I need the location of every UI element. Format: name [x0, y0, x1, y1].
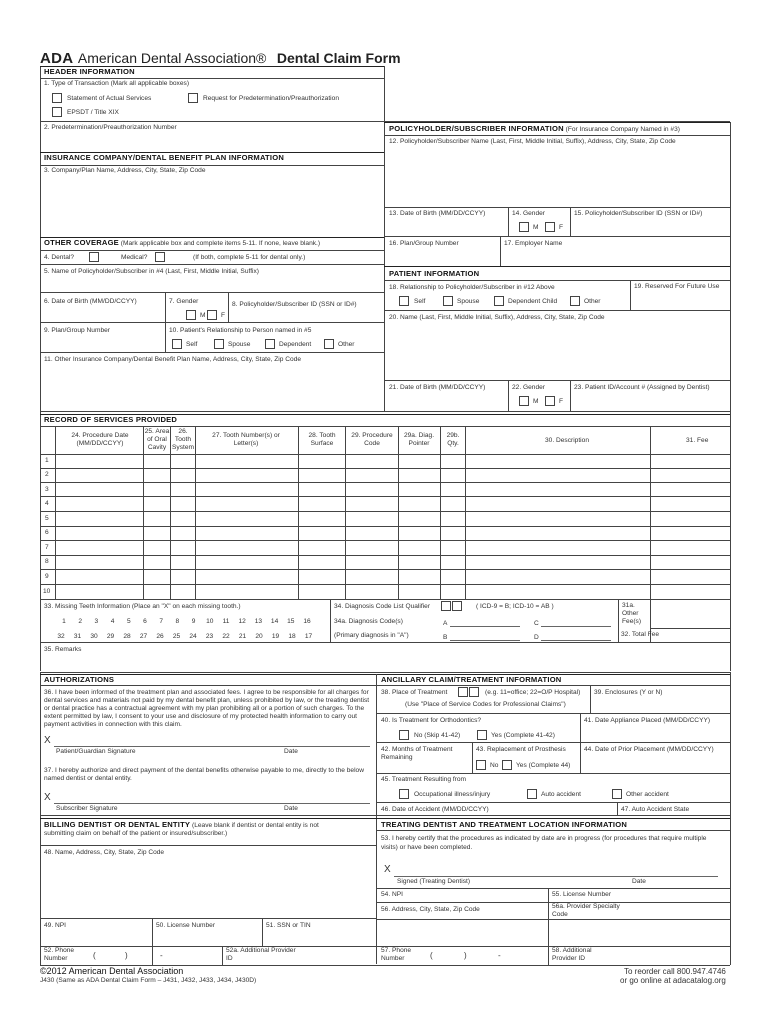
tooth-25[interactable]: 25	[172, 633, 181, 640]
plan16-label: 16. Plan/Group Number	[389, 240, 459, 247]
rel10-self-checkbox[interactable]	[172, 339, 182, 349]
gender14-f: F	[559, 224, 564, 231]
tooth-19[interactable]: 19	[271, 633, 280, 640]
medical-checkbox[interactable]	[155, 252, 165, 262]
rel18-self: Self	[414, 298, 426, 305]
ssn51-label: 51. SSN or TIN	[266, 922, 311, 929]
rel18-spouse-checkbox[interactable]	[443, 296, 453, 306]
company-label: 3. Company/Plan Name, Address, City, State, Zip Code	[44, 167, 206, 174]
rel18-other: Other	[584, 298, 601, 305]
rel18-spouse: Spouse	[457, 298, 480, 305]
name48-label: 48. Name, Address, City, State, Zip Code	[44, 849, 165, 856]
transaction-type-label: 1. Type of Transaction (Mark all applicable boxes)	[44, 80, 190, 87]
rel18-dependent-checkbox[interactable]	[494, 296, 504, 306]
icd-note: ( ICD-9 = B; ICD-10 = AB )	[476, 603, 554, 610]
spec56a-label: 56a. Provider Specialty Code	[552, 903, 620, 918]
billing-heading	[44, 821, 319, 830]
patient-date-label: Date	[284, 748, 298, 755]
patient-signature-label: Patient/Guardian Signature	[56, 748, 136, 755]
tooth-8[interactable]: 8	[175, 618, 180, 625]
dental-label: 4. Dental?	[44, 254, 75, 261]
billing-note: (Leave blank if dentist or dental entity is not	[192, 822, 319, 829]
col-diag-pointer: 29a. Diag. Pointer	[403, 432, 435, 447]
tooth-29[interactable]: 29	[106, 633, 115, 640]
tooth-3[interactable]: 3	[94, 618, 99, 625]
col-tooth-system: 26. Tooth System	[172, 428, 194, 451]
diag-b-field[interactable]	[450, 640, 520, 641]
row-number-7: 7	[45, 544, 49, 551]
auto-accident-label: Auto accident	[541, 791, 581, 798]
npi49-label: 49. NPI	[44, 922, 66, 929]
tooth-32[interactable]: 32	[57, 633, 65, 640]
enclosures39-label: 39. Enclosures (Y or N)	[594, 689, 663, 696]
tooth-23[interactable]: 23	[205, 633, 214, 640]
tooth-28[interactable]: 28	[123, 633, 131, 640]
billing-title: BILLING DENTIST OR DENTAL ENTITY	[44, 820, 191, 829]
dob21-label: 21. Date of Birth (MM/DD/CCYY)	[389, 384, 486, 391]
employer17-label: 17. Employer Name	[504, 240, 563, 247]
date41-label: 41. Date Appliance Placed (MM/DD/CCYY)	[584, 717, 711, 724]
plan9-label: 9. Plan/Group Number	[44, 327, 110, 334]
months42-label: 42. Months of Treatment Remaining	[381, 746, 453, 761]
col-qty: 29b. Qty.	[446, 432, 460, 447]
tooth-11[interactable]: 11	[222, 618, 230, 625]
phone52-label: 52. Phone Number	[44, 947, 75, 962]
other-accident-checkbox[interactable]	[612, 789, 622, 799]
tooth-31[interactable]: 31	[73, 633, 82, 640]
phone57-paren-left: (	[430, 951, 433, 960]
other-fees-label: 31a. Other Fee(s)	[622, 602, 642, 625]
tooth-6[interactable]: 6	[143, 618, 147, 625]
place-example: (e.g. 11=office; 22=O/P Hospital)	[485, 689, 581, 696]
col-description: 30. Description	[545, 437, 589, 444]
header-section-title: HEADER INFORMATION	[44, 67, 135, 76]
treating-signature-label: Signed (Treating Dentist)	[397, 878, 471, 885]
dental-checkbox[interactable]	[89, 252, 99, 262]
state47-label: 47. Auto Accident State	[621, 806, 690, 813]
billing-note-2: submitting claim on behalf of the patient or insured/subscriber.)	[44, 830, 228, 837]
place-note: (Use "Place of Service Codes for Professional Claims")	[405, 701, 566, 708]
other-coverage-heading	[44, 239, 320, 248]
dob6-label: 6. Date of Birth (MM/DD/CCYY)	[44, 298, 137, 305]
carrier11-label: 11. Other Insurance Company/Dental Benefit Plan Name, Address, City, State, Zip Code	[44, 356, 302, 363]
result45-label: 45. Treatment Resulting from	[381, 776, 467, 783]
diag-qualifier-box-1[interactable]	[441, 601, 451, 611]
repl-no-label: No	[490, 762, 499, 769]
form-number: J430 (Same as ADA Dental Claim Form – J431, J432, J433, J434, J430D)	[40, 977, 257, 984]
place-box-2[interactable]	[469, 687, 479, 697]
name20-label: 20. Name (Last, First, Middle Initial, Suffix), Address, City, State, Zip Code	[389, 314, 605, 321]
epsdt-label: EPSDT / Title XIX	[67, 109, 119, 116]
predetermination-checkbox[interactable]	[188, 93, 198, 103]
diag-c-field[interactable]	[541, 626, 611, 627]
row-number-8: 8	[45, 558, 49, 565]
place38-label: 38. Place of Treatment	[381, 689, 448, 696]
rel10-spouse: Spouse	[228, 341, 251, 348]
other-accident-label: Other accident	[626, 791, 669, 798]
repl-no-checkbox[interactable]	[476, 760, 486, 770]
phone52-paren-left: (	[93, 951, 96, 960]
copyright: ©2012 American Dental Association	[40, 966, 184, 976]
prior44-label: 44. Date of Prior Placement (MM/DD/CCYY)	[584, 746, 714, 753]
rel10-dependent: Dependent	[279, 341, 312, 348]
diag-qualifier-box-2[interactable]	[452, 601, 462, 611]
title-association: American Dental Association®	[77, 50, 267, 66]
lic55-label: 55. License Number	[552, 891, 612, 898]
gender7-m-checkbox[interactable]	[186, 310, 196, 320]
diag-a: A	[443, 620, 448, 627]
medical-label: Medical?	[121, 254, 148, 261]
row-number-9: 9	[45, 573, 49, 580]
tooth-26[interactable]: 26	[156, 633, 164, 640]
prov52a-label: 52a. Additional Provider ID	[226, 947, 296, 962]
rel18-self-checkbox[interactable]	[399, 296, 409, 306]
ortho-yes-label: Yes (Complete 41-42)	[491, 732, 555, 739]
services-section-title: RECORD OF SERVICES PROVIDED	[44, 415, 178, 424]
gender7-label: 7. Gender	[169, 298, 199, 305]
treating-signature-field[interactable]	[394, 876, 718, 877]
acc46-label: 46. Date of Accident (MM/DD/CCYY)	[381, 806, 489, 813]
dob13-label: 13. Date of Birth (MM/DD/CCYY)	[389, 210, 486, 217]
other-coverage-title: OTHER COVERAGE	[44, 238, 119, 247]
auth36-text: 36. I have been informed of the treatment plan and associated fees. I agree to be responsible for all charges for dental services and materials not paid by my dental benefit plan, unless prohibited by law, or the treating dentist or dental practice has a contractual agreement with my plan prohibiting all or a portion of such charges. To the extent permitted by law, I consent to your use and disclosure of my protected health information to carry out payment activities in connection with this claim.	[44, 689, 370, 728]
tooth-27[interactable]: 27	[139, 633, 148, 640]
reserved19-label: 19. Reserved For Future Use	[634, 283, 720, 290]
patient-section-title: PATIENT INFORMATION	[389, 269, 480, 278]
ortho40-label: 40. Is Treatment for Orthodontics?	[381, 717, 482, 724]
tooth-16[interactable]: 16	[303, 618, 311, 625]
name5-label: 5. Name of Policyholder/Subscriber in #4 (Last, First, Middle Initial, Suffix)	[44, 268, 259, 275]
predetermination-label: Request for Predetermination/Preauthorization	[203, 95, 339, 102]
addr56-label: 56. Address, City, State, Zip Code	[381, 906, 480, 913]
row-number-3: 3	[45, 486, 49, 493]
row-number-10: 10	[43, 588, 51, 595]
subscriber-date-label: Date	[284, 805, 298, 812]
reorder-online: or go online at adacatalog.org	[620, 976, 726, 985]
acct23-label: 23. Patient ID/Account # (Assigned by Dentist)	[574, 384, 710, 391]
tooth-13[interactable]: 13	[254, 618, 263, 625]
patient-sign-x: X	[44, 735, 51, 746]
rel10-spouse-checkbox[interactable]	[214, 339, 224, 349]
phone52-dash: -	[160, 951, 163, 960]
cert53-text: 53. I hereby certify that the procedures as indicated by date are in progress (for procedures that require multiple visits) or have been completed.	[381, 835, 707, 851]
subscriber-signature-field[interactable]	[54, 803, 370, 804]
ortho-no-checkbox[interactable]	[399, 730, 409, 740]
col-procedure-date: 24. Procedure Date (MM/DD/CCYY)	[71, 432, 129, 447]
repl-yes-label: Yes (Complete 44)	[516, 762, 571, 769]
treating-date-label: Date	[632, 878, 646, 885]
auth37-text: 37. I hereby authorize and direct payment of the dental benefits otherwise payable to me, directly to the below named dentist or dental entity.	[44, 767, 364, 782]
gender22-label: 22. Gender	[512, 384, 545, 391]
rel10-other-checkbox[interactable]	[324, 339, 334, 349]
other-coverage-note: (Mark applicable box and complete items 5-11. If none, leave blank.)	[120, 240, 321, 247]
gender22-f: F	[559, 398, 564, 405]
auto-accident-checkbox[interactable]	[527, 789, 537, 799]
occupational-label: Occupational illness/injury	[414, 791, 491, 798]
gender7-f-checkbox[interactable]	[207, 310, 217, 320]
gender14-m-checkbox[interactable]	[519, 222, 529, 232]
gender7-m: M	[200, 312, 206, 319]
predet-number-label: 2. Predetermination/Preauthorization Number	[44, 124, 177, 131]
diag-c: C	[534, 620, 539, 627]
row-number-1: 1	[45, 457, 49, 464]
col-procedure-code: 29. Procedure Code	[351, 432, 393, 447]
row-number-6: 6	[45, 529, 49, 536]
primary-diag-note: (Primary diagnosis in "A")	[334, 632, 409, 639]
ortho-no-label: No (Skip 41-42)	[414, 732, 461, 739]
policyholder-note: (For Insurance Company Named in #3)	[565, 126, 680, 133]
tooth-2[interactable]: 2	[78, 618, 83, 625]
gender14-f-checkbox[interactable]	[545, 222, 555, 232]
remarks-label: 35. Remarks	[44, 646, 82, 653]
tooth-24[interactable]: 24	[189, 633, 197, 640]
rel10-dependent-checkbox[interactable]	[265, 339, 275, 349]
title-form-name: Dental Claim Form	[276, 50, 401, 66]
npi54-label: 54. NPI	[381, 891, 403, 898]
tooth-20[interactable]: 20	[255, 633, 263, 640]
tooth-12[interactable]: 12	[238, 618, 246, 625]
phone57-paren-right: )	[464, 951, 467, 960]
row-number-5: 5	[45, 515, 49, 522]
auth-section-title: AUTHORIZATIONS	[44, 675, 115, 684]
rel18-dependent: Dependent Child	[508, 298, 558, 305]
place-box-1[interactable]	[458, 687, 468, 697]
col-fee: 31. Fee	[686, 437, 709, 444]
diag-d-field[interactable]	[541, 640, 611, 641]
gender22-m: M	[533, 398, 539, 405]
rel10-label: 10. Patient's Relationship to Person named in #5	[169, 327, 312, 334]
both-note: (If both, complete 5-11 for dental only.)	[193, 254, 306, 261]
diag-a-field[interactable]	[450, 626, 520, 627]
phone57-label: 57. Phone Number	[381, 947, 412, 962]
occupational-checkbox[interactable]	[399, 789, 409, 799]
tooth-21[interactable]: 21	[238, 633, 247, 640]
treating-sign-x: X	[384, 864, 391, 875]
repl-yes-checkbox[interactable]	[502, 760, 512, 770]
tooth-5[interactable]: 5	[126, 618, 131, 625]
diag-d: D	[534, 634, 539, 641]
gender7-f: F	[221, 312, 226, 319]
tooth-14[interactable]: 14	[270, 618, 279, 625]
ancillary-section-title: ANCILLARY CLAIM/TREATMENT INFORMATION	[381, 675, 562, 684]
rel10-self: Self	[186, 341, 198, 348]
gender14-m: M	[533, 224, 539, 231]
ssn8-label: 8. Policyholder/Subscriber ID (SSN or ID#)	[232, 301, 357, 308]
gender14-label: 14. Gender	[512, 210, 545, 217]
tooth-30[interactable]: 30	[90, 633, 98, 640]
reorder-phone: To reorder call 800.947.4746	[624, 967, 726, 976]
id15-label: 15. Policyholder/Subscriber ID (SSN or ID#)	[574, 210, 703, 217]
tooth-1[interactable]: 1	[62, 618, 66, 625]
col-area: 25. Area of Oral Cavity	[144, 428, 170, 451]
treating-section-title: TREATING DENTIST AND TREATMENT LOCATION INFORMATION	[381, 820, 628, 829]
tooth-7[interactable]: 7	[159, 618, 164, 625]
insurance-section-title: INSURANCE COMPANY/DENTAL BENEFIT PLAN INFORMATION	[44, 153, 284, 162]
statement-label: Statement of Actual Services	[67, 95, 152, 102]
tooth-15[interactable]: 15	[287, 618, 295, 625]
repl43-label: 43. Replacement of Prosthesis	[476, 746, 566, 753]
rel18-label: 18. Relationship to Policyholder/Subscriber in #12 Above	[389, 284, 555, 291]
prov58-label: 58. Additional Provider ID	[552, 947, 592, 962]
rel18-other-checkbox[interactable]	[570, 296, 580, 306]
total-fee-label: 32. Total Fee	[621, 631, 660, 638]
gender22-m-checkbox[interactable]	[519, 396, 529, 406]
subscriber-signature-label: Subscriber Signature	[56, 805, 118, 812]
tooth-4[interactable]: 4	[110, 618, 115, 625]
row-number-2: 2	[45, 471, 49, 478]
tooth-9[interactable]: 9	[191, 618, 196, 625]
gender22-f-checkbox[interactable]	[545, 396, 555, 406]
statement-checkbox[interactable]	[52, 93, 62, 103]
col-tooth-surface: 28. Tooth Surface	[308, 432, 336, 447]
phone57-dash: -	[498, 951, 501, 960]
diag-b: B	[443, 634, 448, 641]
tooth-17[interactable]: 17	[304, 633, 313, 640]
subscriber-sign-x: X	[44, 792, 51, 803]
col-tooth-number: 27. Tooth Number(s) or Letter(s)	[212, 432, 280, 447]
lic50-label: 50. License Number	[156, 922, 216, 929]
row-number-4: 4	[45, 500, 49, 507]
tooth-18[interactable]: 18	[288, 633, 296, 640]
title-ada: ADA	[40, 50, 74, 67]
rel10-other: Other	[338, 341, 355, 348]
diag34a-label: 34a. Diagnosis Code(s)	[334, 618, 403, 625]
epsdt-checkbox[interactable]	[52, 107, 62, 117]
tooth-22[interactable]: 22	[222, 633, 230, 640]
phone52-paren-right: )	[125, 951, 128, 960]
name12-label: 12. Policyholder/Subscriber Name (Last, First, Middle Initial, Suffix), Address, City, State, Zip Code	[389, 138, 676, 145]
missing-teeth-label: 33. Missing Teeth Information (Place an "X" on each missing tooth.)	[44, 603, 241, 610]
tooth-10[interactable]: 10	[206, 618, 214, 625]
ortho-yes-checkbox[interactable]	[477, 730, 487, 740]
policyholder-heading	[389, 125, 680, 134]
patient-signature-field[interactable]	[54, 746, 370, 747]
diag34-label: 34. Diagnosis Code List Qualifier	[334, 603, 431, 610]
policyholder-title: POLICYHOLDER/SUBSCRIBER INFORMATION	[389, 124, 564, 133]
